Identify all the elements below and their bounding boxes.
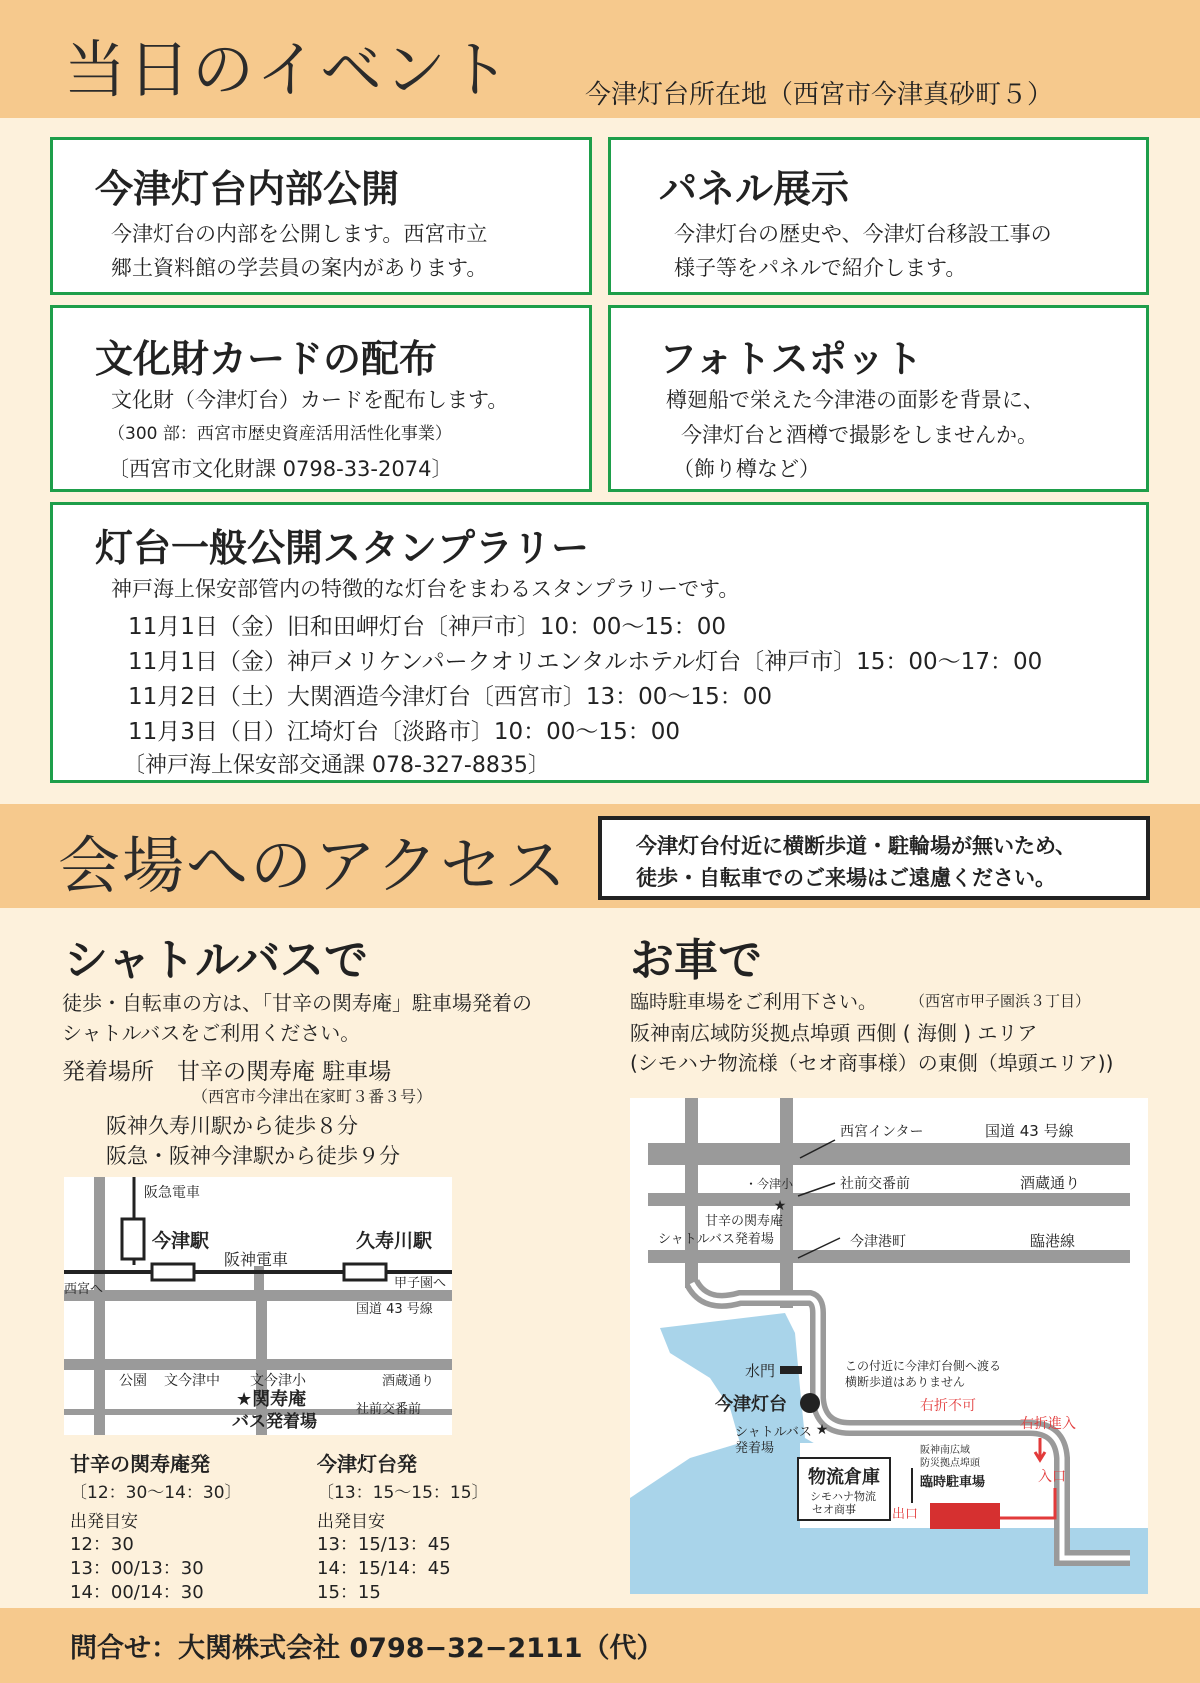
map-label: 文今津小	[250, 1373, 306, 1389]
map-road	[254, 1266, 264, 1290]
departure-place: 発着場所 甘辛の関寿庵 駐車場	[62, 1059, 392, 1085]
timetable-label: 出発目安	[70, 1512, 138, 1532]
map-label: 社前交番前	[840, 1176, 910, 1192]
map-label: 国道 43 号線	[356, 1302, 433, 1317]
access-heading: 会場へのアクセス	[58, 829, 569, 902]
timetable-time: 15：15	[317, 1582, 381, 1603]
event-title: フォトスポット	[659, 337, 923, 381]
station-box	[152, 1264, 194, 1280]
map-label: 阪急電車	[144, 1185, 200, 1201]
location-text: 今津灯台所在地（西宮市今津真砂町５）	[585, 80, 1054, 110]
map-label: 甲子園へ	[394, 1276, 447, 1291]
map-label: 水門	[745, 1362, 776, 1380]
map-label: シモハナ物流	[810, 1490, 876, 1503]
lighthouse-icon	[800, 1393, 820, 1413]
event-line: 今津灯台と酒樽で撮影をしませんか。	[681, 423, 1038, 447]
star-icon: ★	[773, 1198, 787, 1214]
map-label: 右折進入	[1020, 1416, 1076, 1432]
event-box-panel	[608, 137, 1149, 295]
map-label: シャトルバス	[735, 1425, 812, 1440]
map-label: 入口	[1038, 1469, 1066, 1485]
car-desc: 阪神南広域防災拠点埠頭 西側 ( 海側 ) エリア	[630, 1021, 1038, 1045]
map-label: 出口	[892, 1507, 919, 1522]
walk-time: 阪神久寿川駅から徒歩８分	[106, 1114, 358, 1138]
event-line: （飾り樽など）	[673, 457, 820, 481]
map-label: ★関寿庵	[236, 1389, 307, 1410]
shuttle-desc: シャトルバスをご利用ください。	[62, 1021, 361, 1045]
timetable-range: 〔13：15～15：15〕	[317, 1483, 489, 1503]
event-line: 文化財（今津灯台）カードを配布します。	[111, 388, 509, 412]
shuttle-map-svg	[64, 1177, 452, 1435]
event-title: 文化財カードの配布	[95, 337, 438, 381]
map-label: 今津駅	[152, 1230, 210, 1252]
event-contact: 〔神戸海上保安部交通課 078-327-8835〕	[123, 753, 550, 778]
event-box-card	[50, 305, 592, 492]
map-label: 臨時駐車場	[920, 1475, 986, 1490]
timetable-label: 出発目安	[317, 1512, 385, 1532]
map-label: 今津港町	[850, 1234, 906, 1250]
map-road	[685, 1098, 698, 1288]
map-label: 阪神南広域	[920, 1445, 970, 1456]
event-line: 今津灯台の内部を公開します。西宮市立	[111, 222, 488, 246]
map-label: 防災拠点埠頭	[920, 1458, 980, 1469]
map-label: 久寿川駅	[356, 1230, 433, 1252]
map-road	[648, 1143, 1130, 1165]
event-box-photospot	[608, 305, 1149, 492]
map-label: 国道 43 号線	[985, 1122, 1074, 1140]
station-box	[122, 1219, 144, 1259]
parking-area	[930, 1503, 1000, 1529]
car-title: お車で	[630, 935, 762, 986]
car-desc: 臨時駐車場をご利用下さい。	[630, 991, 878, 1013]
notice-box	[598, 816, 1150, 900]
event-note: （300 部：西宮市歴史資産活用活性化事業）	[108, 424, 452, 444]
notice-line: 徒歩・自転車でのご来場はご遠慮ください。	[636, 866, 1056, 890]
map-label: セオ商事	[812, 1503, 856, 1516]
car-map-svg	[630, 1098, 1148, 1594]
map-label: 文今津中	[164, 1373, 220, 1389]
footer-contact: 問合せ：大関株式会社 0798−32−2111（代）	[70, 1633, 664, 1664]
timetable-time: 12：30	[70, 1534, 134, 1555]
event-line: 郷土資料館の学芸員の案内があります。	[111, 256, 488, 280]
map-label: 今津灯台	[715, 1394, 787, 1415]
map-label: 発着場	[735, 1441, 775, 1456]
schedule-row: 11月1日（金）神戸メリケンパークオリエンタルホテル灯台〔神戸市〕15：00～17：00	[128, 649, 1043, 675]
map-label: 横断歩道はありません	[845, 1375, 966, 1389]
event-title: 今津灯台内部公開	[95, 167, 400, 211]
map-label: ・今津小	[745, 1177, 794, 1191]
shuttle-title: シャトルバスで	[64, 935, 369, 986]
access-header-band	[0, 804, 1200, 908]
timetable-title: 甘辛の関寿庵発	[70, 1452, 210, 1476]
departure-address: （西宮市今津出在家町３番３号）	[192, 1087, 433, 1106]
map-label: 西宮インター	[840, 1124, 924, 1140]
event-line: 様子等をパネルで紹介します。	[674, 256, 967, 280]
timetable-time: 14：00/14：30	[70, 1582, 204, 1603]
events-heading: 当日のイベント	[64, 33, 513, 106]
map-road	[648, 1193, 1130, 1206]
event-line: 今津灯台の歴史や、今津灯台移設工事の	[674, 222, 1052, 246]
map-label: 社前交番前	[356, 1402, 422, 1417]
map-label: 右折不可	[920, 1398, 976, 1414]
map-label: この付近に今津灯台側へ渡る	[845, 1359, 1002, 1373]
map-road	[94, 1177, 105, 1435]
event-box-stamp-rally	[50, 502, 1149, 783]
station-box	[344, 1264, 386, 1280]
map-label: 臨港線	[1030, 1232, 1076, 1250]
map-road	[648, 1250, 1130, 1263]
car-map	[630, 1098, 1148, 1594]
schedule-row: 11月3日（日）江埼灯台〔淡路市〕10：00～15：00	[128, 719, 680, 745]
event-title: パネル展示	[659, 167, 850, 211]
event-box-interior	[50, 137, 592, 295]
footer-band	[0, 1608, 1200, 1683]
map-label: シャトルバス発着場	[658, 1232, 774, 1247]
map-label: 甘辛の関寿庵	[705, 1214, 784, 1229]
car-desc: (シモハナ物流様（セオ商事様）の東側（埠頭エリア))	[630, 1051, 1114, 1075]
walk-time: 阪急・阪神今津駅から徒歩９分	[106, 1144, 400, 1168]
events-header-band	[0, 0, 1200, 118]
event-title: 灯台一般公開スタンプラリー	[95, 526, 590, 570]
map-label: 阪神電車	[224, 1250, 289, 1269]
event-line: 神戸海上保安部管内の特徴的な灯台をまわるスタンプラリーです。	[111, 577, 740, 601]
shuttle-desc: 徒歩・自転車の方は、「甘辛の関寿庵」駐車場発着の	[62, 991, 532, 1015]
timetable-title: 今津灯台発	[317, 1452, 417, 1476]
map-label: 酒蔵通り	[1020, 1174, 1081, 1192]
map-label: 西宮へ	[64, 1282, 104, 1297]
map-label: 公園	[119, 1373, 147, 1389]
schedule-row: 11月2日（土）大関酒造今津灯台〔西宮市〕13：00～15：00	[128, 684, 772, 710]
timetable-time: 13：00/13：30	[70, 1558, 204, 1579]
timetable-time: 14：15/14：45	[317, 1558, 451, 1579]
notice-line: 今津灯台付近に横断歩道・駐輪場が無いため、	[636, 834, 1077, 858]
star-icon: ★	[815, 1422, 829, 1438]
suimon-mark	[780, 1366, 802, 1374]
timetable-time: 13：15/13：45	[317, 1534, 451, 1555]
map-label: 酒蔵通り	[382, 1374, 435, 1389]
timetable-range: 〔12：30～14：30〕	[70, 1483, 242, 1503]
map-label: バス発着場	[232, 1412, 317, 1432]
event-contact: 〔西宮市文化財課 0798-33-2074〕	[108, 457, 453, 481]
map-label: 物流倉庫	[808, 1467, 880, 1488]
shuttle-map	[64, 1177, 452, 1435]
schedule-row: 11月1日（金）旧和田岬灯台〔神戸市〕10：00～15：00	[128, 614, 726, 640]
car-desc-note: （西宮市甲子園浜３丁目）	[910, 992, 1091, 1010]
event-line: 樽廻船で栄えた今津港の面影を背景に、	[666, 388, 1044, 412]
